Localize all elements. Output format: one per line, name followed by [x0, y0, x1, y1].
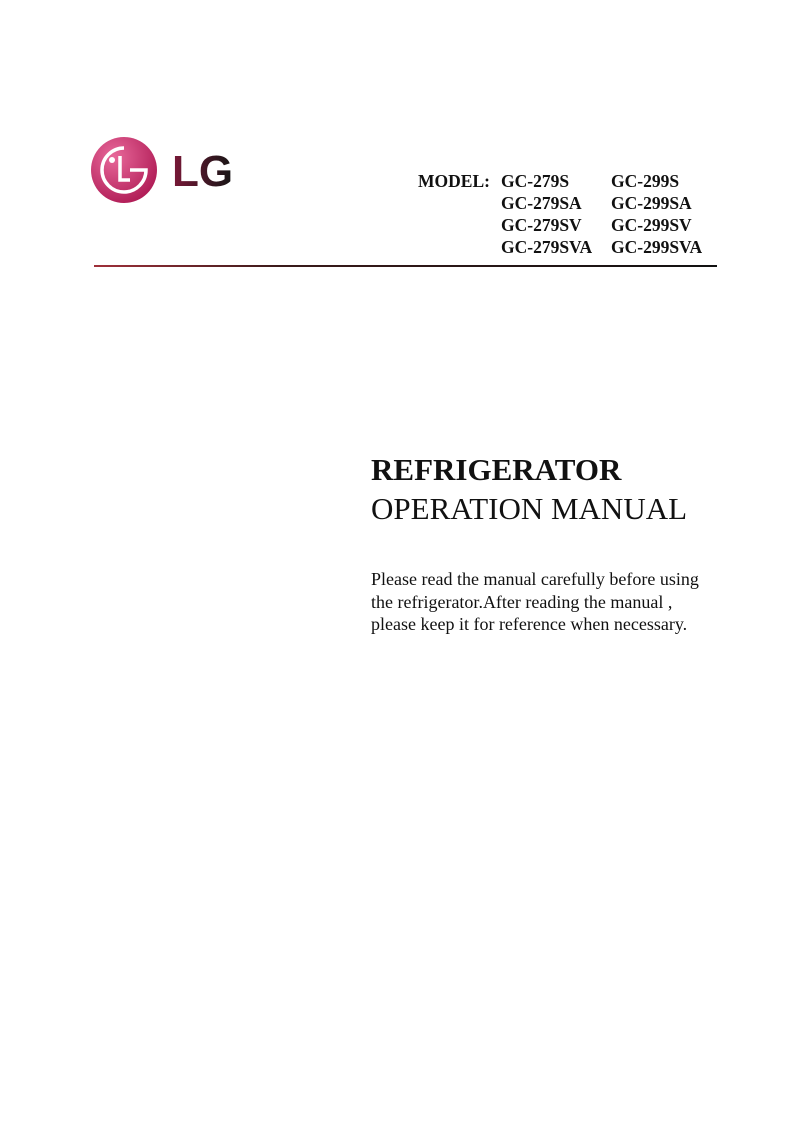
logo-text: LG	[172, 147, 234, 196]
lg-logo	[90, 136, 235, 206]
model-list	[418, 170, 702, 258]
model-number: GC-279SV	[501, 215, 582, 235]
model-number: GC-279S	[501, 171, 570, 191]
model-label: MODEL:	[418, 171, 490, 191]
model-number: GC-299SVA	[611, 237, 703, 257]
intro-paragraph: Please read the manual carefully before using the refrigerator.After reading the manual , please keep it for reference when necessary.	[371, 569, 699, 634]
header-divider	[94, 265, 717, 267]
model-number: GC-299SA	[611, 193, 692, 213]
model-number: GC-279SA	[501, 193, 582, 213]
model-number: GC-299S	[611, 171, 680, 191]
document-title: REFRIGERATOR	[371, 452, 622, 487]
model-number: GC-279SVA	[501, 237, 593, 257]
model-number: GC-299SV	[611, 215, 692, 235]
document-subtitle: OPERATION MANUAL	[371, 491, 688, 526]
